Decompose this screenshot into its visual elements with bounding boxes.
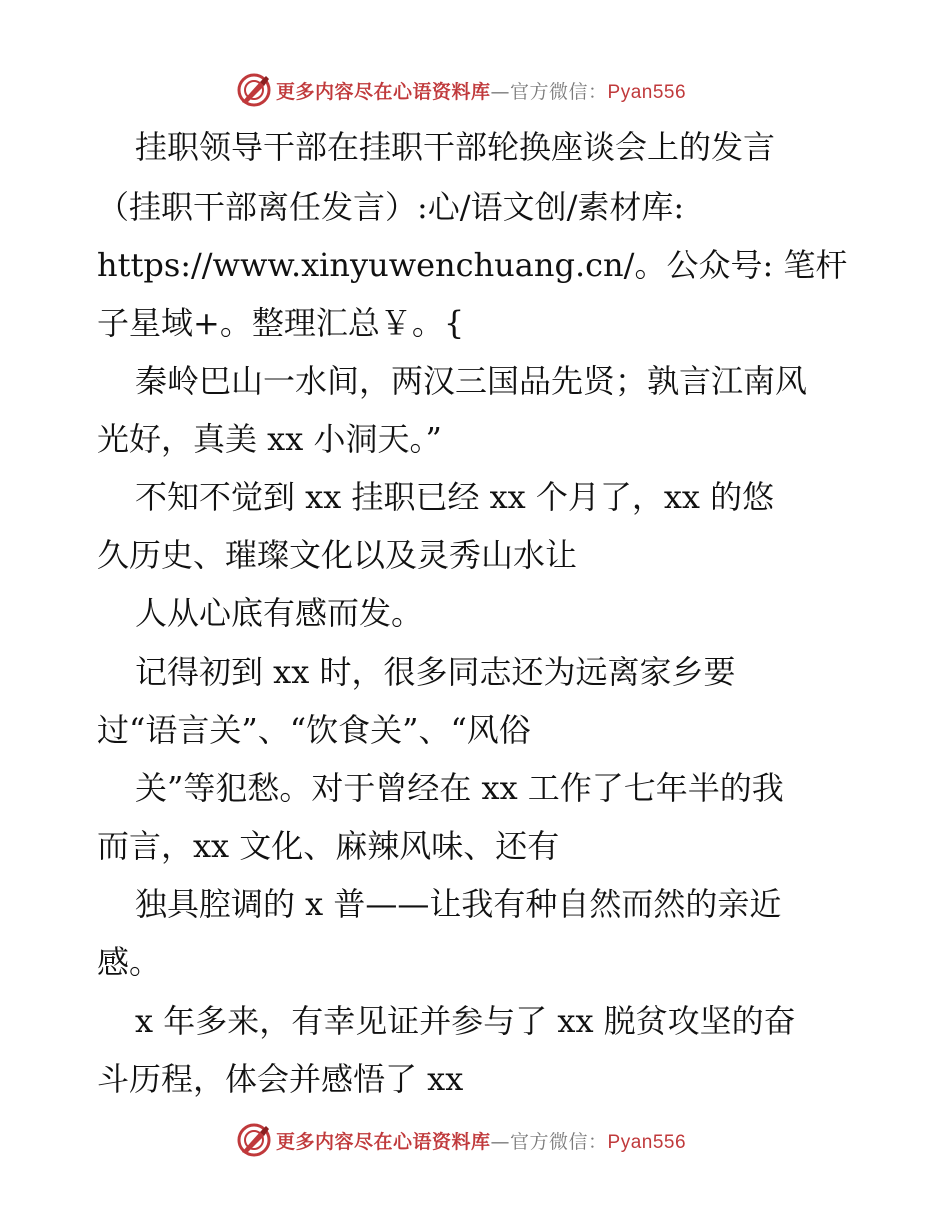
text-line: 斗历程，体会并感悟了 xx bbox=[97, 1060, 464, 1098]
text-line: 久历史、璀璨文化以及灵秀山水让 bbox=[97, 536, 578, 574]
text-line: 过“语言关”、“饮食关”、“风俗 bbox=[97, 711, 531, 749]
text-line: 感。 bbox=[97, 943, 162, 981]
paragraph-start: x 年多来，有幸见证并参与了 xx 脱贫攻坚的奋 bbox=[135, 1002, 796, 1040]
pen-logo-icon bbox=[236, 72, 272, 108]
text-line: 独具腔调的 x 普——让我有种自然而然的亲近 bbox=[135, 885, 782, 923]
header-banner bbox=[0, 70, 950, 110]
paragraph-start: 不知不觉到 xx 挂职已经 xx 个月了，xx 的悠 bbox=[135, 478, 775, 516]
pen-logo-icon bbox=[236, 1122, 272, 1158]
text-line: 人从心底有感而发。 bbox=[135, 594, 424, 632]
banner-wechat-id: Pyan556 bbox=[607, 1131, 687, 1153]
banner-dash: — bbox=[490, 80, 511, 103]
footer-banner bbox=[0, 1120, 950, 1160]
banner-text bbox=[276, 77, 686, 104]
banner-dash: — bbox=[490, 1130, 511, 1153]
document-title: 挂职领导干部在挂职干部轮换座谈会上的发言 bbox=[135, 128, 776, 166]
banner-official-label: 官方微信： bbox=[510, 1130, 608, 1153]
title-subtitle: （挂职干部离任发言）:心/语文创/素材库: bbox=[97, 188, 685, 226]
banner-official-label: 官方微信： bbox=[510, 80, 608, 103]
text-line: 光好，真美 xx 小洞天。” bbox=[97, 420, 442, 458]
paragraph-start: 秦岭巴山一水间，两汉三国品先贤；孰言江南风 bbox=[135, 362, 808, 400]
text-line: https://www.xinyuwenchuang.cn/。公众号: 笔杆 bbox=[97, 246, 848, 284]
text-line: 关”等犯愁。对于曾经在 xx 工作了七年半的我 bbox=[135, 769, 784, 807]
paragraph-start: 记得初到 xx 时，很多同志还为远离家乡要 bbox=[135, 653, 736, 691]
text-line: 而言，xx 文化、麻辣风味、还有 bbox=[97, 827, 560, 865]
text-line: 子星域+。整理汇总￥。{ bbox=[97, 304, 465, 342]
banner-main-text: 更多内容尽在心语资料库 bbox=[276, 80, 491, 103]
banner-main-text: 更多内容尽在心语资料库 bbox=[276, 1130, 491, 1153]
banner-wechat-id: Pyan556 bbox=[607, 81, 687, 103]
banner-text bbox=[276, 1127, 686, 1154]
